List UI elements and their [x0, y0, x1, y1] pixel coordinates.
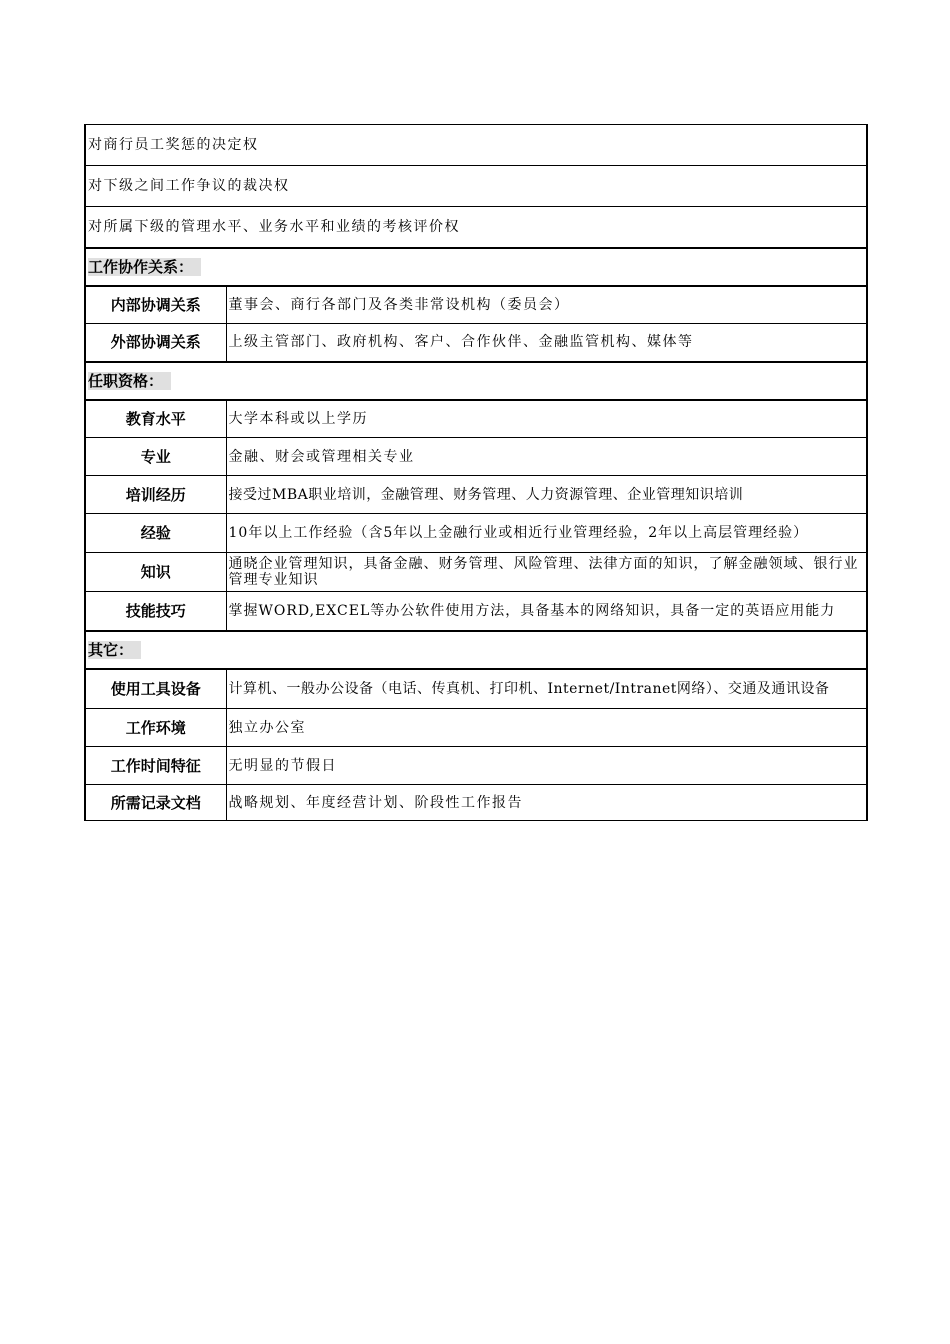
row-label: 教育水平: [85, 400, 226, 438]
row-value: 通晓企业管理知识，具备金融、财务管理、风险管理、法律方面的知识，了解金融领域、银行业管理专业知识: [226, 553, 867, 592]
section-title-text: 其它：: [88, 641, 141, 659]
row-label: 工作时间特征: [85, 747, 226, 785]
row-value: 金融、财会或管理相关专业: [226, 438, 867, 476]
table-row: [85, 669, 867, 709]
row-value: 无明显的节假日: [226, 747, 867, 785]
row-value: 上级主管部门、政府机构、客户、合作伙伴、金融监管机构、媒体等: [226, 324, 867, 362]
table-row: [85, 286, 867, 324]
authority-text: 对所属下级的管理水平、业务水平和业绩的考核评价权: [85, 207, 867, 248]
row-label: 知识: [85, 553, 226, 592]
row-label: 工作环境: [85, 709, 226, 747]
section-title-text: 任职资格：: [88, 372, 171, 390]
authority-text: 对下级之间工作争议的裁决权: [85, 166, 867, 207]
row-label: 经验: [85, 514, 226, 553]
row-label: 所需记录文档: [85, 785, 226, 821]
row-label: 培训经历: [85, 476, 226, 514]
section-title-text: 工作协作关系：: [88, 258, 201, 276]
row-value: 10年以上工作经验（含5年以上金融行业或相近行业管理经验，2年以上高层管理经验）: [226, 514, 867, 553]
row-value: 战略规划、年度经营计划、阶段性工作报告: [226, 785, 867, 821]
section-header-row: [85, 248, 867, 286]
table-row: [85, 709, 867, 747]
row-value: 掌握WORD,EXCEL等办公软件使用方法，具备基本的网络知识，具备一定的英语应用能力: [226, 592, 867, 631]
row-label: 专业: [85, 438, 226, 476]
table-row: [85, 400, 867, 438]
row-value: 计算机、一般办公设备（电话、传真机、打印机、Internet/Intranet网络）、交通及通讯设备: [226, 669, 867, 709]
row-label: 技能技巧: [85, 592, 226, 631]
table-row: [85, 747, 867, 785]
table-row: [85, 514, 867, 553]
table-row: [85, 438, 867, 476]
section-title-other: [85, 631, 867, 669]
table-row: [85, 553, 867, 592]
authority-row: [85, 207, 867, 248]
table-row: [85, 476, 867, 514]
section-title-qualifications: [85, 362, 867, 400]
row-value: 接受过MBA职业培训，金融管理、财务管理、人力资源管理、企业管理知识培训: [226, 476, 867, 514]
table-row: [85, 324, 867, 362]
table-row: [85, 785, 867, 821]
authority-row: [85, 166, 867, 207]
row-value: 董事会、商行各部门及各类非常设机构（委员会）: [226, 286, 867, 324]
row-label: 内部协调关系: [85, 286, 226, 324]
row-value: 大学本科或以上学历: [226, 400, 867, 438]
job-description-table: [84, 124, 868, 821]
row-value: 独立办公室: [226, 709, 867, 747]
section-title-collaboration: [85, 248, 867, 286]
table-row: [85, 592, 867, 631]
section-header-row: [85, 362, 867, 400]
authority-row: [85, 125, 867, 166]
authority-text: 对商行员工奖惩的决定权: [85, 125, 867, 166]
row-label: 外部协调关系: [85, 324, 226, 362]
section-header-row: [85, 631, 867, 669]
row-label: 使用工具设备: [85, 669, 226, 709]
